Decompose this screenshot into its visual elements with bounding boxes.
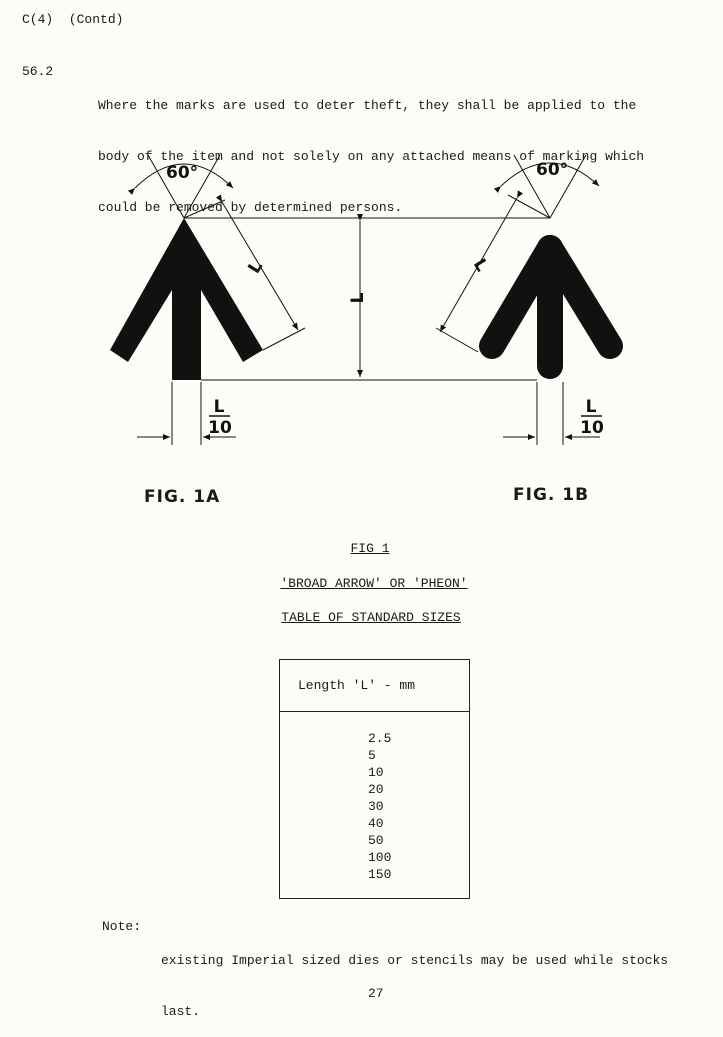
vertical-l-label: L xyxy=(348,292,368,304)
diag-l-label-1a: L xyxy=(244,257,268,278)
paragraph-line: Where the marks are used to deter theft, they shall be applied to the xyxy=(98,98,637,113)
angle-label-1a: 60° xyxy=(166,163,199,183)
table-header: Length 'L' - mm xyxy=(280,660,469,712)
note-line: existing Imperial sized dies or stencils may be used while stocks xyxy=(161,953,669,968)
fraction-1b xyxy=(580,397,604,438)
note-line: last. xyxy=(161,1004,201,1019)
header-ref: C(4) (Contd) xyxy=(22,12,124,27)
table-row: 30 xyxy=(368,799,384,814)
paragraph-line: body of the item and not solely on any attached means of marking which xyxy=(98,149,645,164)
broad-arrow-figure xyxy=(0,140,723,460)
table-row: 150 xyxy=(368,867,392,882)
paragraph-line: could be removed by determined persons. xyxy=(98,200,403,215)
table-row: 100 xyxy=(368,850,392,865)
fig-1b-label: FIG. 1B xyxy=(513,485,590,505)
table-values xyxy=(280,712,469,883)
table-title: TABLE OF STANDARD SIZES xyxy=(281,610,461,625)
fraction-1a xyxy=(208,397,232,438)
table-row: 2.5 xyxy=(368,731,392,746)
fig-name: 'BROAD ARROW' OR 'PHEON' xyxy=(280,576,468,591)
fraction-den: 10 xyxy=(580,418,604,438)
paragraph-number: 56.2 xyxy=(22,64,54,79)
fraction-num: L xyxy=(213,397,225,417)
table-row: 10 xyxy=(368,765,384,780)
table-row: 20 xyxy=(368,782,384,797)
fig-1a-arrow xyxy=(110,155,305,445)
fraction-den: 10 xyxy=(208,418,232,438)
note-body xyxy=(161,918,668,1037)
angle-label-1b: 60° xyxy=(536,160,569,180)
table-row: 5 xyxy=(368,748,376,763)
diag-l-label-1b: L xyxy=(468,255,492,276)
fraction-num: L xyxy=(585,397,597,417)
fig-1b-arrow xyxy=(492,248,610,366)
fig-1a-label: FIG. 1A xyxy=(144,487,221,507)
page-number: 27 xyxy=(368,986,384,1001)
table-row: 50 xyxy=(368,833,384,848)
standard-sizes-table xyxy=(279,659,470,899)
note-label: Note: xyxy=(102,919,142,934)
fig-caption: FIG 1 xyxy=(350,541,390,556)
table-row: 40 xyxy=(368,816,384,831)
